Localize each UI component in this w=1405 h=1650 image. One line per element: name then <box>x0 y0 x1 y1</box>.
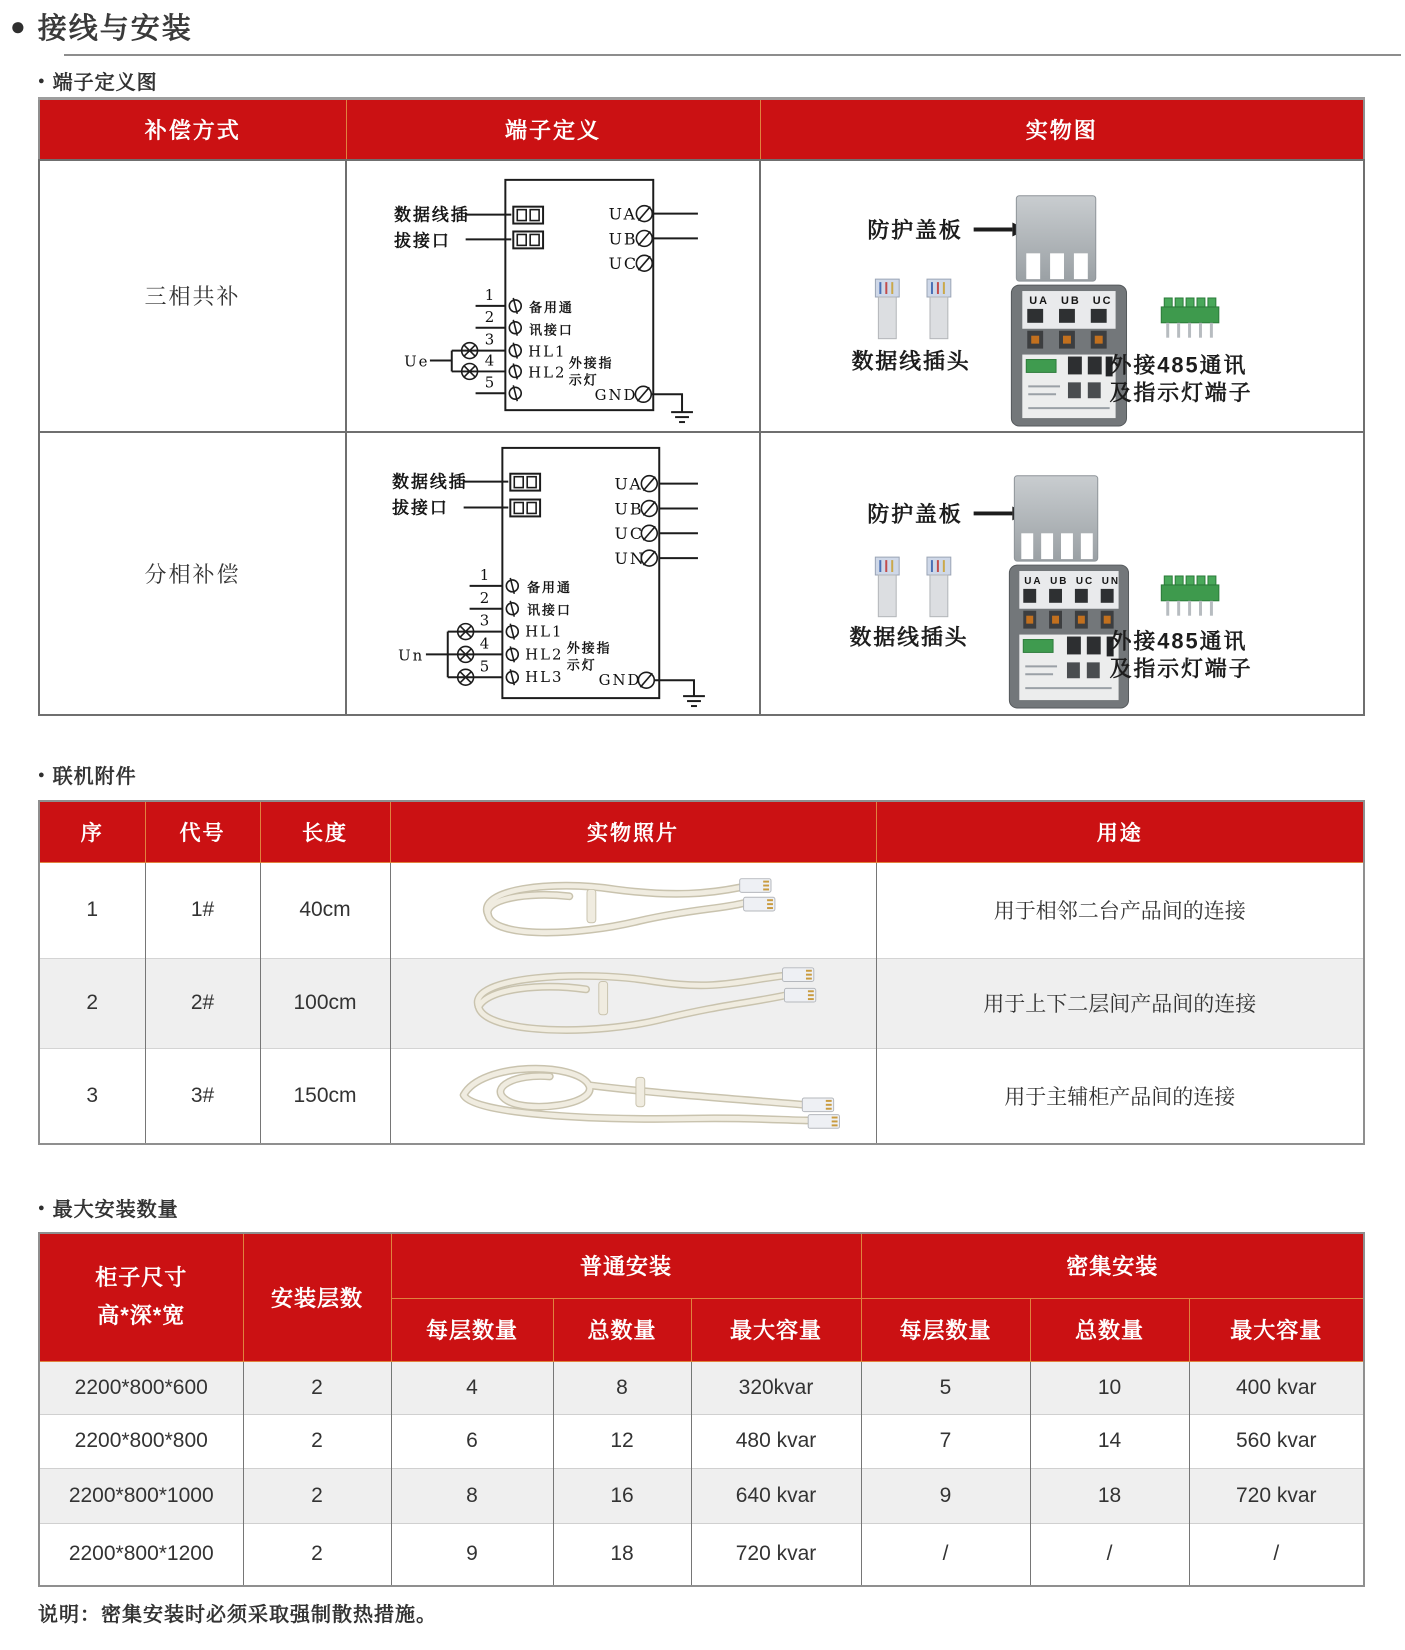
column-header-length: 长度 <box>260 801 390 862</box>
cable-photo-cell <box>390 958 876 1048</box>
rj-connector-icon <box>784 988 815 1002</box>
cover-label: 防护盖板 <box>867 500 963 526</box>
column-header-cabinet-size: 柜子尺寸 高*深*宽 <box>39 1233 243 1361</box>
data-port-icon <box>513 206 543 248</box>
ext-terminal-label2: 及指示灯端子 <box>1109 379 1253 405</box>
svg-text:UB: UB <box>614 498 644 518</box>
svg-text:UC: UC <box>1092 294 1113 307</box>
table-row: 2200*800*1000 2 8 16 640 kvar 9 18 720 kvar <box>39 1468 1364 1523</box>
ext-indicator-label1: 外接指 <box>568 354 614 370</box>
ext-indicator-label2: 示灯 <box>568 371 599 387</box>
product-photo-cell <box>760 160 1364 432</box>
protective-cover <box>1016 195 1095 280</box>
rj-connector-icon <box>808 1114 839 1128</box>
voltage-label: Un <box>398 645 425 664</box>
rj-connector-icon <box>740 879 771 893</box>
ground-icon <box>683 696 705 706</box>
column-header-no: 序 <box>39 801 145 862</box>
installation-table <box>38 1232 1365 1587</box>
svg-text:2: 2 <box>479 588 492 607</box>
svg-text:UB: UB <box>608 228 638 248</box>
cable-photo <box>391 960 875 1046</box>
cable-photo <box>391 1050 875 1142</box>
group-header-dense-install: 密集安装 <box>861 1233 1364 1298</box>
cover-label: 防护盖板 <box>867 216 963 242</box>
gnd-label: GND <box>598 670 642 689</box>
title-divider <box>64 54 1401 56</box>
numbered-terminals <box>452 285 521 400</box>
svg-text:UB: UB <box>1050 575 1069 587</box>
section-title-accessories: ● 联机附件 <box>38 766 137 788</box>
rj-plug-icon <box>927 279 951 339</box>
column-header-total: 总数量 <box>1030 1298 1189 1361</box>
svg-text:UA: UA <box>1029 294 1049 307</box>
bullet-icon: ● <box>38 768 46 781</box>
footer-note: 说明：密集安装时必须采取强制散热措施。 <box>38 1604 437 1626</box>
accessories-table <box>38 800 1365 1145</box>
svg-text:UA: UA <box>608 204 637 224</box>
table-row: 2200*800*800 2 6 12 480 kvar 7 14 560 kvar <box>39 1414 1364 1468</box>
mode-cell: 三相共补 <box>39 160 346 432</box>
ext-indicator-label1: 外接指 <box>566 639 612 655</box>
lamp-label-hl1: HL1 <box>528 342 567 361</box>
rj-plug-icon <box>875 557 899 617</box>
svg-text:UB: UB <box>1061 294 1081 307</box>
column-header-code: 代号 <box>145 801 260 862</box>
port-label-line2: 拔接口 <box>392 497 449 517</box>
lamp-label-hl1: HL1 <box>525 622 564 641</box>
numbered-terminals <box>448 565 518 684</box>
page-title-text: 接线与安装 <box>37 13 193 45</box>
voltage-label: Ue <box>404 351 430 370</box>
port-label-line1: 数据线插 <box>394 205 470 225</box>
section-title-terminal: ● 端子定义图 <box>38 72 158 94</box>
column-header-capacity: 最大容量 <box>691 1298 861 1361</box>
terminal-block-icon <box>1161 575 1219 615</box>
svg-text:1: 1 <box>484 285 497 304</box>
svg-text:5: 5 <box>479 656 492 675</box>
table-row: 2200*800*600 2 4 8 320kvar 5 10 400 kvar <box>39 1361 1364 1414</box>
lamp-label-hl2: HL2 <box>525 644 564 663</box>
rj-plug-icon <box>927 557 951 617</box>
svg-text:UC: UC <box>608 253 639 273</box>
column-header-capacity: 最大容量 <box>1189 1298 1364 1361</box>
gnd-label: GND <box>594 385 638 404</box>
product-photo-cell <box>760 432 1364 715</box>
svg-text:UC: UC <box>614 523 645 543</box>
wiring-diagram-split-phase <box>348 434 758 713</box>
bullet-icon: ● <box>38 1201 46 1214</box>
lamp-icons <box>462 342 478 379</box>
column-header-per-layer: 每层数量 <box>861 1298 1030 1361</box>
page-title <box>10 6 193 47</box>
cable-photo-cell <box>390 1048 876 1144</box>
mode-cell: 分相补偿 <box>39 432 346 715</box>
ext-indicator-label2: 示灯 <box>566 656 597 672</box>
wiring-diagram-three-phase <box>348 162 758 430</box>
port-label-line2: 拔接口 <box>394 230 451 250</box>
product-photo-split-phase <box>762 434 1362 713</box>
svg-text:UN: UN <box>614 548 646 568</box>
data-port-icon <box>510 473 540 516</box>
protective-cover <box>1014 475 1097 560</box>
column-header-per-layer: 每层数量 <box>391 1298 553 1361</box>
spare-port-label1: 备用通 <box>527 579 572 595</box>
svg-text:4: 4 <box>484 350 497 369</box>
wiring-diagram-cell <box>346 160 760 432</box>
plug-label: 数据线插头 <box>849 623 969 649</box>
terminal-definition-table <box>38 97 1365 716</box>
voltage-terminals <box>615 474 698 567</box>
ext-terminal-label1: 外接485通讯 <box>1109 351 1248 377</box>
spare-port-label2: 讯接口 <box>529 322 574 338</box>
product-photo-three-phase <box>762 162 1362 430</box>
column-header-total: 总数量 <box>553 1298 691 1361</box>
column-header-purpose: 用途 <box>876 801 1364 862</box>
column-header-mode: 补偿方式 <box>39 99 346 160</box>
spare-port-label1: 备用通 <box>529 299 574 315</box>
rj-connector-icon <box>744 897 775 911</box>
rj-connector-icon <box>802 1098 833 1112</box>
ext-terminal-label1: 外接485通讯 <box>1109 627 1248 653</box>
table-row: 2 2# 100cm 用于上下二层间产品间的连接 <box>39 958 1364 1048</box>
svg-text:3: 3 <box>479 611 492 630</box>
svg-text:4: 4 <box>479 633 492 652</box>
screw-terminal-symbols <box>509 297 521 400</box>
svg-text:UN: UN <box>1101 575 1120 587</box>
column-header-layers: 安装层数 <box>243 1233 391 1361</box>
terminal-block-icon <box>1161 297 1219 337</box>
svg-text:UA: UA <box>614 474 643 494</box>
rj-connector-icon <box>783 968 814 982</box>
table-row: 3 3# 150cm 用于主辅柜产品间的连接 <box>39 1048 1364 1144</box>
cable-photo-cell <box>390 862 876 958</box>
table-row: 2200*800*1200 2 9 18 720 kvar / / / <box>39 1523 1364 1586</box>
port-label-line1: 数据线插 <box>392 472 468 492</box>
section-title-installation: ● 最大安装数量 <box>38 1199 179 1221</box>
ext-terminal-label2: 及指示灯端子 <box>1109 655 1253 681</box>
cable-photo <box>391 864 875 956</box>
column-header-definition: 端子定义 <box>346 99 760 160</box>
column-header-photo: 实物照片 <box>390 801 876 862</box>
rj-plug-icon <box>875 279 899 339</box>
wiring-diagram-cell <box>346 432 760 715</box>
lamp-label-hl3: HL3 <box>525 667 564 686</box>
table-row: 1 1# 40cm 用于相邻二台产品间的连接 <box>39 862 1364 958</box>
spare-port-label2: 讯接口 <box>527 602 572 618</box>
svg-text:UC: UC <box>1075 575 1095 587</box>
group-header-normal-install: 普通安装 <box>391 1233 861 1298</box>
svg-text:3: 3 <box>484 330 497 349</box>
svg-text:UA: UA <box>1024 575 1043 587</box>
svg-text:1: 1 <box>479 565 492 584</box>
ground-icon <box>671 412 693 422</box>
svg-text:5: 5 <box>484 372 497 391</box>
plug-label: 数据线插头 <box>851 347 971 373</box>
screw-terminal-symbols <box>506 577 518 684</box>
svg-text:2: 2 <box>484 307 497 326</box>
lamp-label-hl2: HL2 <box>528 362 567 381</box>
bullet-icon: ● <box>38 74 46 87</box>
column-header-photo: 实物图 <box>760 99 1364 160</box>
bullet-icon: ● <box>10 11 28 41</box>
